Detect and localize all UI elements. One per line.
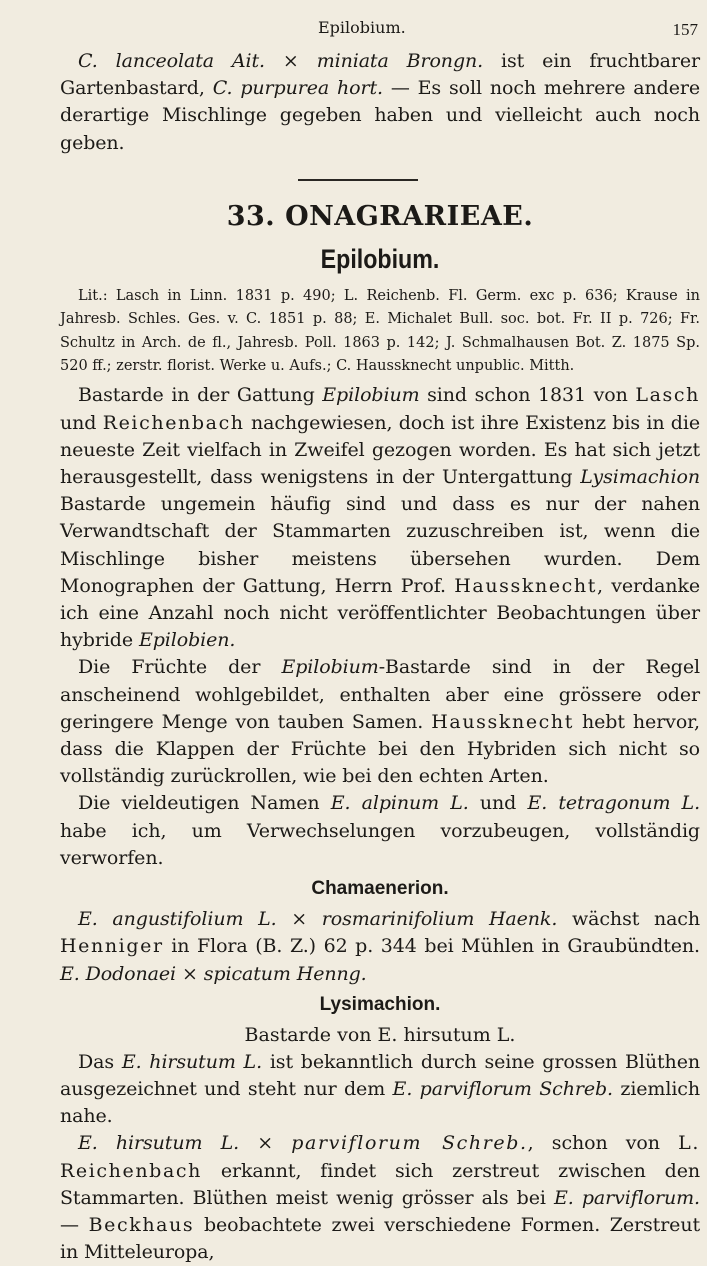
paragraph-5: [60, 1130, 700, 1266]
p1-c: sind schon 1831 von: [427, 384, 628, 407]
ch-a: E. angustifolium L.: [78, 908, 277, 931]
section-divider: [298, 179, 418, 181]
ch-e: in Flora (B. Z.) 62 p. 344 bei Mühlen in Graubündten.: [171, 935, 700, 958]
p4-d: E. parviflorum Schreb.: [392, 1077, 613, 1100]
p1-i: Bastarde ungemein häufig sind und dass es nur der nahen Verwandtschaft der Stammarten zuzuschreiben ist, wenn die Mischlinge bisher meistens übersehen wurden. Dem Monographen der Gattung, Herrn Prof.: [60, 493, 700, 597]
hybrid-sign: ×: [282, 50, 299, 72]
book-page: [60, 14, 700, 1266]
p1-author-reichenbach: Reichenbach: [102, 411, 245, 434]
paragraph-3: [60, 790, 700, 872]
p2-a: Die Früchte der: [78, 656, 261, 679]
hybrid-sign: ×: [181, 962, 198, 985]
p1-l: Epilobien.: [138, 629, 236, 652]
paragraph-2: [60, 654, 700, 790]
p5-author-reichenbach: L. Reichenbach: [60, 1132, 700, 1182]
genus-heading: Epilobium.: [320, 243, 440, 274]
paragraph-1: [60, 382, 700, 654]
running-title: Epilobium.: [318, 18, 406, 37]
p4-c: ist bekanntlich durch seine grossen Blüthen ausgezeichnet und steht nur dem: [60, 1050, 700, 1100]
p1-e: und: [60, 411, 97, 434]
p1-h: Lysimachion: [580, 466, 700, 489]
p3-c: und: [479, 792, 517, 815]
family-heading: 33. ONAGRARIEAE.: [226, 200, 534, 232]
ch-b: rosmarinifolium Haenk.: [321, 908, 558, 931]
p5-f: E. parviflorum.: [554, 1186, 700, 1209]
p5-a: E. hirsutum L.: [78, 1132, 240, 1155]
p3-e: habe ich, um Verwechselungen vorzubeugen, vollständig verworfen.: [60, 819, 700, 869]
ch-f: E. Dodonaei: [60, 962, 177, 985]
intro-paragraph: [60, 48, 700, 157]
p4-e: ziemlich nahe.: [60, 1077, 700, 1128]
chamaenerion-paragraph: [60, 906, 700, 988]
p1-k: , verdanke ich eine Anzahl noch nicht veröffentlichter Beobachtungen über hybride: [60, 574, 700, 652]
p1-author-haussknecht: Haussknecht: [454, 574, 597, 597]
p1-g: nachgewiesen, doch ist ihre Existenz bis in die neueste Zeit vielfach in Zweifel gezogen worden. Es hat sich jetzt herausgestellt, dass wenigstens in der Untergattung: [60, 411, 700, 489]
hybrid-sign: ×: [257, 1132, 274, 1155]
p4-b: E. hirsutum L.: [121, 1050, 263, 1073]
intro-text-c: ist ein fruchtbarer Gartenbastard,: [60, 50, 700, 100]
p5-e: erkannt, findet sich zerstreut zwischen den Stammarten. Blüthen meist wenig grösser als bei: [60, 1159, 700, 1209]
ch-c: wächst nach: [572, 908, 700, 931]
intro-species-d: C. purpurea hort.: [212, 77, 383, 100]
p5-author-beckhaus: Beckhaus: [88, 1213, 195, 1236]
intro-text-e: — Es soll noch mehrere andere derartige Mischlinge gegeben haben und vielleicht auch noch geben.: [60, 77, 700, 154]
p5-g: —: [60, 1213, 79, 1236]
subgenus-lysimachion: Lysimachion.: [319, 993, 441, 1015]
literature-references: Lit.: Lasch in Linn. 1831 p. 490; L. Reichenb. Fl. Germ. exc p. 636; Krause in Jahresb. Schles. Ges. v. C. 1851 p. 88; E. Michalet Bull. soc. bot. Fr. II p. 726; Fr. Schultz in Arch. de fl., Jahresb. Poll. 1863 p. 142; J. Schmalhausen Bot. Z. 1875 Sp. 520 ff.; zerstr. florist. Werke u. Aufs.; C. Haussknecht unpublic. Mitth.: [60, 287, 700, 375]
p1-b: Epilobium: [322, 384, 420, 407]
intro-species-b: miniata Brongn.: [316, 50, 484, 72]
ch-g: spicatum Henng.: [203, 962, 367, 985]
p3-a: Die vieldeutigen Namen: [78, 792, 320, 815]
p3-b: E. alpinum L.: [330, 792, 469, 815]
p1-a: Bastarde in der Gattung: [78, 384, 315, 407]
p4-a: Das: [78, 1050, 115, 1073]
paragraph-4: [60, 1049, 700, 1131]
p2-c: -Bastarde sind in der Regel anscheinend wohlgebildet, enthalten aber eine grössere oder geringere Menge von tauben Samen.: [60, 656, 700, 733]
p2-b: Epilobium: [281, 656, 379, 679]
page-number: 157: [672, 20, 698, 39]
running-head: [60, 14, 700, 48]
intro-species-a: C. lanceolata Ait.: [78, 50, 265, 72]
p2-author-haussknecht: Haussknecht: [431, 710, 574, 733]
p3-d: E. tetragonum L.: [527, 792, 701, 815]
section-heading: Bastarde von E. hirsutum L.: [244, 1023, 516, 1046]
p5-i: beobachtete zwei verschiedene Formen. Zerstreut in Mitteleuropa,: [60, 1213, 700, 1264]
p5-b: parviflorum Schreb.: [291, 1132, 528, 1155]
p5-c: , schon von: [527, 1132, 660, 1155]
hybrid-sign: ×: [291, 908, 308, 931]
ch-author-henniger: Henniger: [60, 935, 164, 958]
subgenus-chamaenerion: Chamaenerion.: [311, 878, 449, 900]
p2-e: hebt hervor, dass die Klappen der Früchte bei den Hybriden sich nicht so vollständig zurückrollen, wie bei den echten Arten.: [60, 710, 700, 788]
p1-author-lasch: Lasch: [635, 384, 700, 407]
